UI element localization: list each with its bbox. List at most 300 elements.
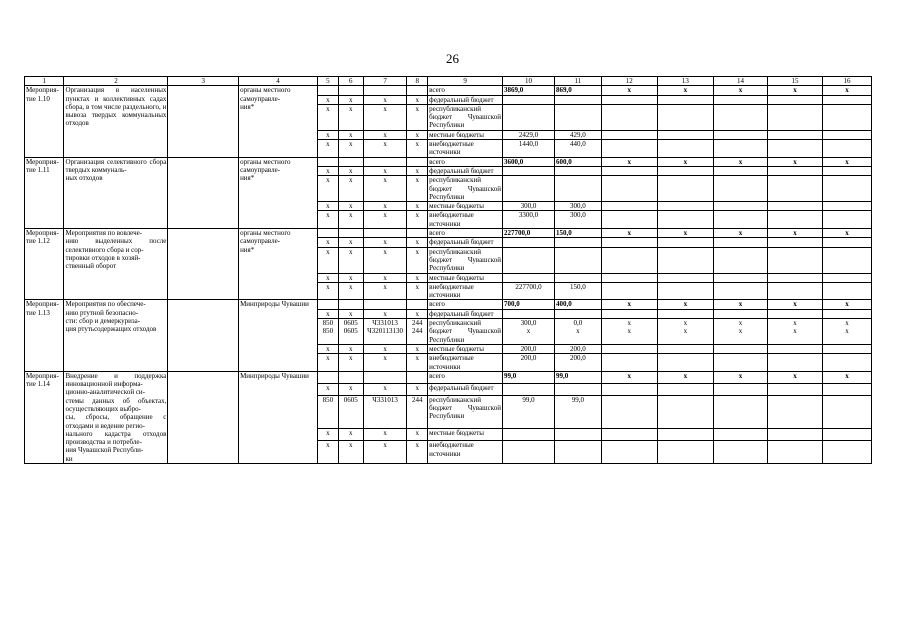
budget-code-section: x xyxy=(338,383,363,395)
source-label: федеральный бюджет xyxy=(428,383,503,395)
budget-code-grbs: x xyxy=(318,238,339,247)
value-col-14 xyxy=(713,166,767,175)
budget-code-type: x xyxy=(407,282,428,300)
value-col-13 xyxy=(657,211,713,229)
value-col-12: x x xyxy=(601,319,657,345)
budget-code-grbs: x xyxy=(318,309,339,318)
value-col-13 xyxy=(657,247,713,273)
budget-code-grbs: 850 xyxy=(318,395,339,428)
value-col-11 xyxy=(554,104,601,130)
value-col-16 xyxy=(823,383,872,395)
participant-cell xyxy=(168,300,239,371)
value-col-14: x xyxy=(713,229,767,238)
value-col-15 xyxy=(767,247,822,273)
value-col-14 xyxy=(713,211,767,229)
activity-name: Организация в населенных пунктах и коллективных садах сбора, в том числе раздельного, и вывоза твердых коммунальных отходов xyxy=(64,86,168,157)
value-col-12 xyxy=(601,247,657,273)
budget-code-type: x xyxy=(407,176,428,202)
total-2019: 150,0 xyxy=(554,229,601,238)
value-col-12 xyxy=(601,238,657,247)
value-col-11: 300,0 xyxy=(554,211,601,229)
value-col-15 xyxy=(767,211,822,229)
budget-code-grbs: x xyxy=(318,344,339,353)
value-col-16: x xyxy=(823,86,872,95)
value-col-12 xyxy=(601,176,657,202)
value-col-10 xyxy=(502,429,554,441)
value-col-16 xyxy=(823,140,872,158)
value-col-16 xyxy=(823,247,872,273)
value-col-14 xyxy=(713,140,767,158)
source-label: внебюджетные источники xyxy=(428,140,503,158)
source-label: местные бюджеты xyxy=(428,273,503,282)
code-cell-7 xyxy=(363,300,407,309)
activity-id: Мероприя- тие 1.11 xyxy=(25,157,64,228)
value-col-15 xyxy=(767,166,822,175)
budget-code-grbs: x xyxy=(318,247,339,273)
budget-code-section: 0605 0605 xyxy=(338,319,363,345)
budget-code-grbs: x xyxy=(318,273,339,282)
activity-name: Мероприятия по обеспече- нию ртутной безопасно- сти: сбор и демеркуриза- ция ртутьсодержащих отходов xyxy=(64,300,168,371)
total-2019: 600,0 xyxy=(554,157,601,166)
budget-code-type: x xyxy=(407,238,428,247)
budget-code-type: x xyxy=(407,104,428,130)
budget-code-section: x xyxy=(338,238,363,247)
value-col-11: 150,0 xyxy=(554,282,601,300)
value-col-10 xyxy=(502,238,554,247)
source-label: местные бюджеты xyxy=(428,130,503,139)
source-label: внебюджетные источники xyxy=(428,211,503,229)
value-col-14: x x xyxy=(713,319,767,345)
value-col-10 xyxy=(502,176,554,202)
value-col-13 xyxy=(657,354,713,372)
column-number-6: 6 xyxy=(338,77,363,86)
value-col-10: 227700,0 xyxy=(502,282,554,300)
value-col-12 xyxy=(601,441,657,464)
budget-code-target: x xyxy=(363,95,407,104)
source-label: местные бюджеты xyxy=(428,429,503,441)
value-col-13: x xyxy=(657,371,713,383)
source-label: внебюджетные источники xyxy=(428,282,503,300)
source-label: всего xyxy=(428,229,503,238)
budget-code-grbs: x xyxy=(318,441,339,464)
budget-code-section: x xyxy=(338,344,363,353)
value-col-13 xyxy=(657,282,713,300)
code-cell-8 xyxy=(407,300,428,309)
value-col-12: x xyxy=(601,157,657,166)
value-col-14 xyxy=(713,247,767,273)
value-col-13: x xyxy=(657,229,713,238)
budget-code-grbs: x xyxy=(318,130,339,139)
value-col-12: x xyxy=(601,229,657,238)
value-col-16 xyxy=(823,273,872,282)
value-col-14 xyxy=(713,273,767,282)
value-col-13 xyxy=(657,383,713,395)
column-number-7: 7 xyxy=(363,77,407,86)
activity-id: Мероприя- тие 1.14 xyxy=(25,371,64,463)
code-cell-7 xyxy=(363,371,407,383)
value-col-13 xyxy=(657,429,713,441)
value-col-12 xyxy=(601,395,657,428)
value-col-12 xyxy=(601,95,657,104)
value-col-16 xyxy=(823,309,872,318)
row-total xyxy=(25,300,872,309)
value-col-12 xyxy=(601,354,657,372)
value-col-11 xyxy=(554,273,601,282)
value-col-14 xyxy=(713,383,767,395)
page-number: 26 xyxy=(446,51,459,66)
value-col-15 xyxy=(767,282,822,300)
value-col-14 xyxy=(713,238,767,247)
budget-code-grbs: x xyxy=(318,383,339,395)
total-2019: 400,0 xyxy=(554,300,601,309)
executor: органы местного самоуправле- ния* xyxy=(239,157,318,228)
activity-id: Мероприя- тие 1.10 xyxy=(25,86,64,157)
column-numbers-header xyxy=(25,77,872,86)
total-2018: 3869,0 xyxy=(502,86,554,95)
source-label: всего xyxy=(428,86,503,95)
value-col-10 xyxy=(502,247,554,273)
value-col-10 xyxy=(502,95,554,104)
source-label: республиканский бюджет Чувашской Республики xyxy=(429,104,501,130)
value-col-10: 99,0 xyxy=(502,395,554,428)
source-label: федеральный бюджет xyxy=(428,95,503,104)
total-2018: 227700,0 xyxy=(502,229,554,238)
value-col-14 xyxy=(713,429,767,441)
value-col-13 xyxy=(657,176,713,202)
value-col-14 xyxy=(713,104,767,130)
activity-id: Мероприя- тие 1.12 xyxy=(25,229,64,300)
budget-code-target: x xyxy=(363,211,407,229)
budget-code-section: x xyxy=(338,202,363,211)
source-label: федеральный бюджет xyxy=(428,166,503,175)
value-col-14 xyxy=(713,202,767,211)
value-col-10: 200,0 xyxy=(502,354,554,372)
activity-name: Мероприятия по вовлече- нию выделенных после селективного сбора и сор- тировки отходов в хозяй- ственный оборот xyxy=(64,229,168,300)
budget-code-type: x xyxy=(407,441,428,464)
value-col-10: 200,0 xyxy=(502,344,554,353)
code-cell-5 xyxy=(318,229,339,238)
code-cell-7 xyxy=(363,86,407,95)
value-col-16 xyxy=(823,354,872,372)
budget-code-section: x xyxy=(338,273,363,282)
participant-cell xyxy=(168,157,239,228)
value-col-12 xyxy=(601,344,657,353)
budget-code-target: x xyxy=(363,238,407,247)
budget-code-target: x xyxy=(363,247,407,273)
value-col-16 xyxy=(823,395,872,428)
source-label: республиканский бюджет Чувашской Республики xyxy=(428,395,503,428)
source-label: внебюджетные источники xyxy=(428,441,503,464)
value-col-12 xyxy=(601,166,657,175)
value-col-15 xyxy=(767,238,822,247)
code-cell-5 xyxy=(318,157,339,166)
budget-code-section: x xyxy=(338,130,363,139)
value-col-10: 300,0 x xyxy=(502,319,554,345)
source-label: всего xyxy=(428,300,503,309)
value-col-10 xyxy=(502,383,554,395)
value-col-13 xyxy=(657,202,713,211)
column-number-4: 4 xyxy=(239,77,318,86)
budget-code-type: x xyxy=(407,130,428,139)
column-number-1: 1 xyxy=(25,77,64,86)
value-col-15 xyxy=(767,441,822,464)
budget-code-section: x xyxy=(338,166,363,175)
column-number-12: 12 xyxy=(601,77,657,86)
value-col-13: x xyxy=(657,86,713,95)
value-col-14: x xyxy=(713,157,767,166)
activity-id: Мероприя- тие 1.13 xyxy=(25,300,64,371)
value-col-16 xyxy=(823,176,872,202)
code-cell-8 xyxy=(407,157,428,166)
budget-code-target: x xyxy=(363,176,407,202)
executor: Минприроды Чувашии xyxy=(239,371,318,463)
value-col-12 xyxy=(601,130,657,139)
executor: органы местного самоуправле- ния* xyxy=(239,229,318,300)
activity-name: Внедрение и поддержка инновационной информа- ционно-аналитической си- стемы данных об объектах, осуществляющих выбро- сы, сбросы, обращение с отходами и ведение регио- нального кадастра отходов производства и потребле- ния Чувашской Республи- ки xyxy=(65,371,167,463)
source-label: всего xyxy=(428,157,503,166)
participant-cell xyxy=(168,86,239,157)
code-cell-7 xyxy=(363,157,407,166)
budget-code-type: x xyxy=(407,383,428,395)
value-col-16 xyxy=(823,202,872,211)
budget-code-grbs: x xyxy=(318,176,339,202)
value-col-13 xyxy=(657,273,713,282)
value-col-10: 3300,0 xyxy=(502,211,554,229)
value-col-15 xyxy=(767,354,822,372)
budget-code-type: x xyxy=(407,211,428,229)
budget-code-type: x xyxy=(407,344,428,353)
budget-code-target: x xyxy=(363,202,407,211)
total-2018: 99,0 xyxy=(502,371,554,383)
value-col-12 xyxy=(601,273,657,282)
value-col-16: x xyxy=(823,371,872,383)
value-col-15 xyxy=(767,395,822,428)
value-col-11 xyxy=(554,238,601,247)
value-col-11: 200,0 xyxy=(554,354,601,372)
value-col-16: x xyxy=(823,229,872,238)
value-col-14 xyxy=(713,309,767,318)
value-col-15 xyxy=(767,429,822,441)
budget-code-grbs: x xyxy=(318,429,339,441)
code-cell-6 xyxy=(338,157,363,166)
value-col-12: x xyxy=(601,300,657,309)
value-col-13 xyxy=(657,104,713,130)
value-col-14 xyxy=(713,130,767,139)
value-col-11 xyxy=(554,383,601,395)
value-col-15: x xyxy=(767,86,822,95)
value-col-16 xyxy=(823,95,872,104)
value-col-13: x x xyxy=(657,319,713,345)
value-col-15 xyxy=(767,130,822,139)
value-col-15 xyxy=(767,273,822,282)
value-col-14 xyxy=(713,282,767,300)
value-col-16 xyxy=(823,166,872,175)
value-col-15 xyxy=(767,383,822,395)
source-label: федеральный бюджет xyxy=(428,238,503,247)
code-cell-5 xyxy=(318,86,339,95)
value-col-16: x xyxy=(823,157,872,166)
value-col-10 xyxy=(502,309,554,318)
column-number-13: 13 xyxy=(657,77,713,86)
budget-code-section: 0605 xyxy=(338,395,363,428)
budget-code-type: x xyxy=(407,247,428,273)
source-label: местные бюджеты xyxy=(428,344,503,353)
code-cell-8 xyxy=(407,86,428,95)
value-col-13 xyxy=(657,95,713,104)
value-col-12 xyxy=(601,202,657,211)
value-col-15: x x xyxy=(767,319,822,345)
budget-code-type: x xyxy=(407,354,428,372)
source-label: местные бюджеты xyxy=(428,202,503,211)
value-col-11 xyxy=(554,309,601,318)
value-col-13 xyxy=(657,395,713,428)
code-cell-8 xyxy=(407,371,428,383)
total-2018: 3600,0 xyxy=(502,157,554,166)
value-col-10 xyxy=(502,273,554,282)
value-col-12 xyxy=(601,282,657,300)
row-total xyxy=(25,371,872,383)
value-col-16 xyxy=(823,130,872,139)
budget-code-grbs: x xyxy=(318,95,339,104)
budget-code-grbs: x xyxy=(318,282,339,300)
budget-code-section: x xyxy=(338,176,363,202)
source-label: всего xyxy=(428,371,503,383)
budget-code-type: x xyxy=(407,309,428,318)
source-label: республиканский бюджет Чувашской Республики xyxy=(429,247,501,273)
value-col-15 xyxy=(767,140,822,158)
value-col-15: x xyxy=(767,157,822,166)
budget-code-target: x xyxy=(363,344,407,353)
budget-code-section: x xyxy=(338,441,363,464)
budget-code-target: x xyxy=(363,441,407,464)
value-col-11: 99,0 xyxy=(554,395,601,428)
source-label: федеральный бюджет xyxy=(428,309,503,318)
budget-code-type: x xyxy=(407,202,428,211)
column-number-8: 8 xyxy=(407,77,428,86)
total-2018: 700,0 xyxy=(502,300,554,309)
budget-code-section: x xyxy=(338,95,363,104)
value-col-16 xyxy=(823,282,872,300)
value-col-13 xyxy=(657,344,713,353)
value-col-13 xyxy=(657,140,713,158)
value-col-13 xyxy=(657,309,713,318)
budget-code-grbs: x xyxy=(318,202,339,211)
column-number-15: 15 xyxy=(767,77,822,86)
budget-code-target: Ч331013 Ч320113130 xyxy=(363,319,407,345)
value-col-15: x xyxy=(767,229,822,238)
executor: Минприроды Чувашии xyxy=(239,300,318,371)
code-cell-6 xyxy=(338,229,363,238)
code-cell-5 xyxy=(318,300,339,309)
value-col-10: 1440,0 xyxy=(502,140,554,158)
budget-code-section: x xyxy=(338,140,363,158)
budget-code-grbs: x xyxy=(318,140,339,158)
value-col-14 xyxy=(713,354,767,372)
value-col-16 xyxy=(823,344,872,353)
budget-code-target: x xyxy=(363,130,407,139)
value-col-15 xyxy=(767,344,822,353)
budget-code-type: x xyxy=(407,95,428,104)
value-col-15 xyxy=(767,176,822,202)
budget-code-type: x xyxy=(407,273,428,282)
value-col-11: 440,0 xyxy=(554,140,601,158)
value-col-14: x xyxy=(713,86,767,95)
source-label: республиканский бюджет Чувашской Республики xyxy=(429,319,501,344)
budget-code-target: x xyxy=(363,140,407,158)
code-cell-7 xyxy=(363,229,407,238)
value-col-10 xyxy=(502,104,554,130)
budget-code-target: x xyxy=(363,354,407,372)
budget-code-grbs: 850 850 xyxy=(318,319,339,345)
value-col-11: 200,0 xyxy=(554,344,601,353)
budget-code-type: 244 xyxy=(407,395,428,428)
row-total xyxy=(25,229,872,238)
budget-code-section: x xyxy=(338,104,363,130)
column-number-16: 16 xyxy=(823,77,872,86)
column-number-14: 14 xyxy=(713,77,767,86)
value-col-15: x xyxy=(767,371,822,383)
value-col-11 xyxy=(554,429,601,441)
value-col-11: 0,0 x xyxy=(554,319,601,345)
code-cell-8 xyxy=(407,229,428,238)
participant-cell xyxy=(168,371,239,463)
budget-code-grbs: x xyxy=(318,166,339,175)
value-col-12 xyxy=(601,429,657,441)
column-number-3: 3 xyxy=(168,77,239,86)
column-number-2: 2 xyxy=(64,77,168,86)
activity-name: Организация селективного сбора твердых коммуналь- ных отходов xyxy=(64,157,168,228)
budget-code-grbs: x xyxy=(318,104,339,130)
budget-code-section: x xyxy=(338,247,363,273)
row-total xyxy=(25,86,872,95)
budget-code-section: x xyxy=(338,211,363,229)
value-col-14 xyxy=(713,95,767,104)
budget-code-type: x xyxy=(407,429,428,441)
value-col-14 xyxy=(713,395,767,428)
value-col-15 xyxy=(767,309,822,318)
budget-code-type: 244 244 xyxy=(407,319,428,345)
value-col-16 xyxy=(823,104,872,130)
value-col-15 xyxy=(767,104,822,130)
value-col-11 xyxy=(554,176,601,202)
value-col-12 xyxy=(601,104,657,130)
budget-code-target: x xyxy=(363,273,407,282)
value-col-12 xyxy=(601,140,657,158)
budget-code-target: x xyxy=(363,309,407,318)
value-col-16 xyxy=(823,441,872,464)
value-col-11 xyxy=(554,95,601,104)
value-col-15 xyxy=(767,95,822,104)
code-cell-6 xyxy=(338,300,363,309)
value-col-13 xyxy=(657,441,713,464)
participant-cell xyxy=(168,229,239,300)
budget-code-target: x xyxy=(363,166,407,175)
source-label: республиканский бюджет Чувашской Республики xyxy=(429,176,501,201)
budget-code-section: x xyxy=(338,354,363,372)
value-col-14 xyxy=(713,344,767,353)
source-label: внебюджетные источники xyxy=(428,354,503,372)
code-cell-5 xyxy=(318,371,339,383)
code-cell-6 xyxy=(338,371,363,383)
value-col-14: x xyxy=(713,371,767,383)
value-col-13: x xyxy=(657,157,713,166)
value-col-16: x xyxy=(823,300,872,309)
value-col-10: 300,0 xyxy=(502,202,554,211)
column-number-5: 5 xyxy=(318,77,339,86)
column-number-9: 9 xyxy=(428,77,503,86)
value-col-14 xyxy=(713,176,767,202)
budget-code-target: x xyxy=(363,104,407,130)
